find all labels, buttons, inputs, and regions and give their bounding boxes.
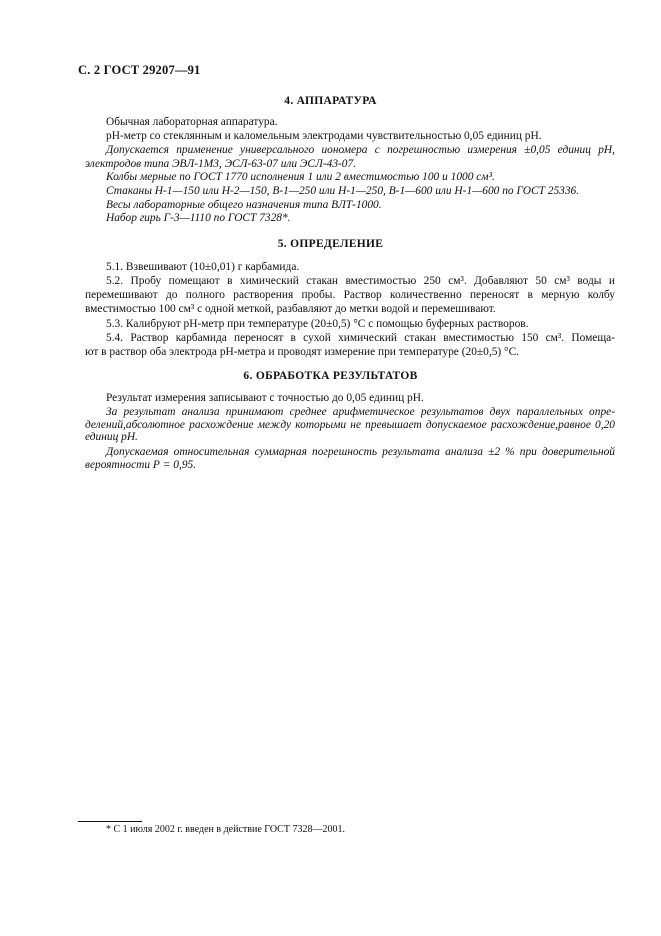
paragraph-line: вместимостью 100 см³ с одной меткой, разбавляют до метки водой и перемешивают.: [85, 303, 496, 315]
paragraph-line: Стаканы Н-1—150 или Н-2—150, В-1—250 или Н-1—250, В-1—600 или Н-1—600 по ГОСТ 25336.: [106, 185, 580, 197]
footnote-divider: [78, 821, 142, 822]
paragraph-line: Набор гирь Г-3—1110 по ГОСТ 7328*.: [106, 212, 291, 224]
paragraph-line: Допускаемая относительная суммарная погрешность результата анализа ±2 % при доверительной: [106, 446, 615, 458]
paragraph-line: перемешивают до полного растворения пробы. Раствор количественно переносят в мерную колбу: [85, 289, 615, 301]
paragraph-line: единиц рН.: [85, 431, 138, 443]
paragraph-line: Результат измерения записывают с точностью до 0,05 единиц рН.: [106, 392, 424, 404]
paragraph-line: электродов типа ЭВЛ-1М3, ЭСЛ-63-07 или ЭСЛ-43-07.: [85, 158, 357, 170]
paragraph-line: 5.4. Раствор карбамида переносят в сухой химический стакан вместимостью 150 см³. Помеща-: [106, 332, 615, 344]
paragraph-line: 5.3. Калибруют рН-метр при температуре (20±0,5) °С с помощью буферных растворов.: [106, 318, 529, 330]
paragraph-line: За результат анализа принимают среднее арифметическое результатов двух параллельных опре-: [106, 406, 615, 418]
section-title-determination: 5. ОПРЕДЕЛЕНИЕ: [277, 238, 384, 250]
paragraph-line: Колбы мерные по ГОСТ 1770 исполнения 1 или 2 вместимостью 100 и 1000 см³.: [106, 171, 495, 183]
running-head: С. 2 ГОСТ 29207—91: [78, 63, 201, 77]
paragraph-line: Весы лабораторные общего назначения типа ВЛТ-1000.: [106, 199, 382, 211]
paragraph-line: ют в раствор оба электрода рН-метра и проводят измерение при температуре (20±0,5) °С.: [85, 346, 520, 358]
paragraph-line: делений,абсолютное расхождение между которыми не превышает допускаемое расхождение,равное 0,20: [85, 419, 615, 431]
paragraph-line: 5.2. Пробу помещают в химический стакан вместимостью 250 см³. Добавляют 50 см³ воды и: [106, 275, 615, 287]
paragraph-line: Допускается применение универсального иономера с погрешностью измерения ±0,05 единиц рН,: [106, 144, 615, 156]
paragraph-line: Обычная лабораторная аппаратура.: [106, 116, 278, 128]
section-title-results-processing: 6. ОБРАБОТКА РЕЗУЛЬТАТОВ: [243, 370, 418, 382]
paragraph-line: 5.1. Взвешивают (10±0,01) г карбамида.: [106, 261, 300, 273]
paragraph-line: рН-метр со стеклянным и каломельным электродами чувствительностью 0,05 единиц рН.: [106, 130, 542, 142]
paragraph-line: вероятности Р = 0,95.: [85, 459, 197, 471]
section-title-apparatus: 4. АППАРАТУРА: [284, 95, 377, 107]
footnote: * С 1 июля 2002 г. введен в действие ГОСТ 7328—2001.: [106, 824, 345, 835]
